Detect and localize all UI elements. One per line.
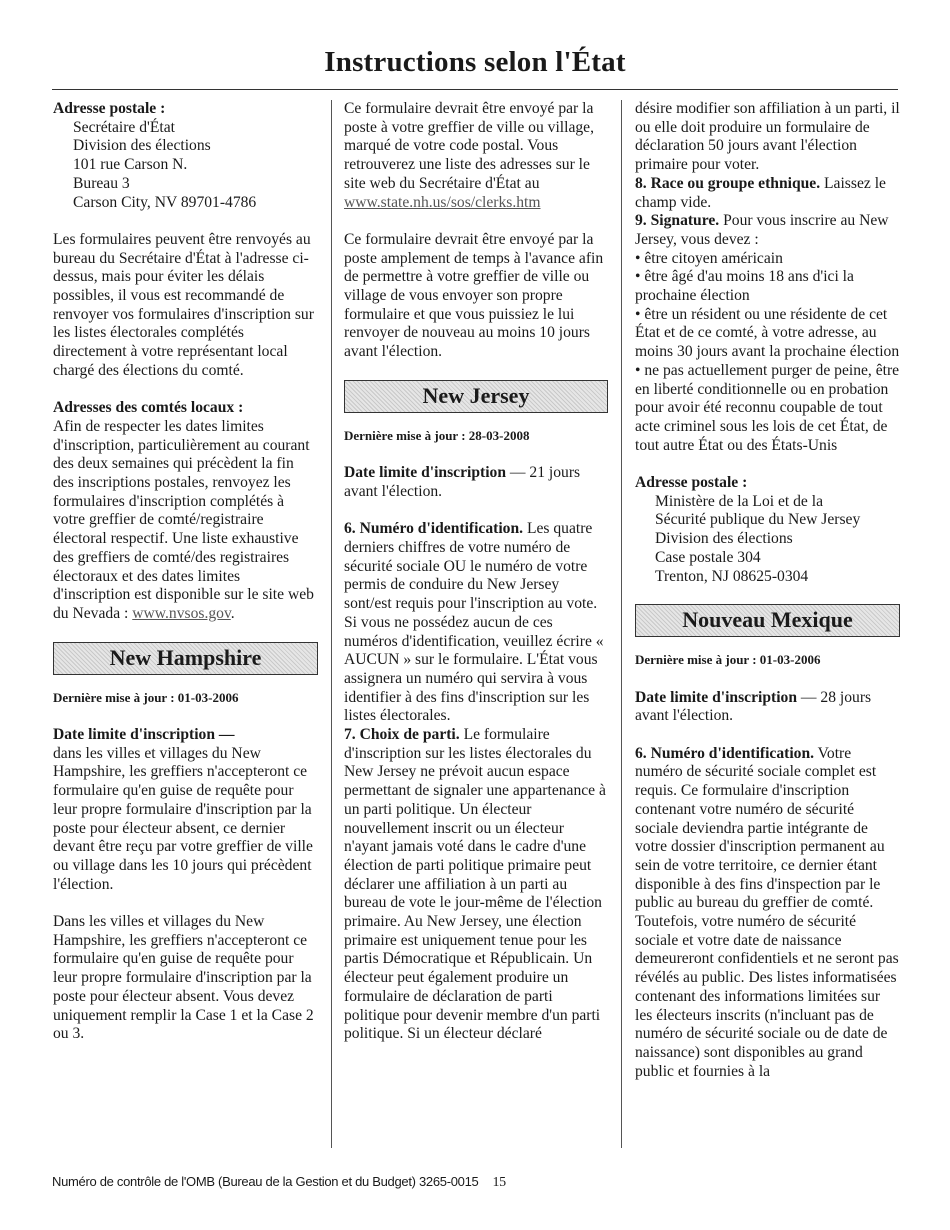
list-item: • être citoyen américain — [635, 249, 783, 267]
address-line: Trenton, NJ 08625-0304 — [655, 567, 809, 585]
address-line: Division des élections — [655, 530, 793, 548]
mail-address — [635, 493, 900, 587]
address-line: Ministère de la Loi et de la — [655, 492, 824, 510]
address-line: Secrétaire d'État — [73, 118, 175, 136]
list-item: • être âgé d'au moins 18 ans d'ici la prochaine élection — [635, 268, 854, 305]
address-line: Carson City, NV 89701-4786 — [73, 193, 257, 211]
page-title: Instructions selon l'État — [324, 46, 626, 78]
column-1 — [53, 100, 318, 1044]
paragraph: Afin de respecter les dates limites d'inscription, particulièrement au courant des deux semaines qui précèdent la fin des inscriptions postales, renvoyez les formulaires d'inscription complétés à votre greffier de comté/registraire électoral respectif. Une liste exhaustive des greffiers de comté/des registraires électoraux et des dates limites d'inscription est disponible sur le site web du Nevada : www.nvsos.gov. — [53, 417, 314, 622]
signature-paragraph: 9. Signature. Pour vous inscrire au New Jersey, vous devez : — [635, 212, 889, 248]
paragraph: Ce formulaire devrait être envoyé par la poste amplement de temps à l'avance afin de permettre à votre greffier de ville ou village de vous envoyer son propre formulaire et que vous puissiez le lui renvoyer de nouveau au moins 10 jours avant l'élection. — [344, 230, 604, 361]
list-item: • être un résident ou une résidente de cet État et de ce comté, à votre adresse, au moins 30 jours avant la prochaine élection — [635, 305, 900, 361]
column-2 — [344, 100, 608, 1044]
column-3 — [635, 100, 900, 1081]
state-heading-new-hampshire: New Hampshire — [53, 642, 318, 675]
title-rule — [52, 89, 898, 90]
state-heading-new-mexico: Nouveau Mexique — [635, 604, 900, 637]
column-divider — [621, 100, 622, 1148]
address-line: Division des élections — [73, 137, 211, 155]
race-paragraph: 8. Race ou groupe ethnique. Laissez le champ vide. — [635, 174, 886, 211]
column-divider — [331, 100, 332, 1148]
requirement-list — [635, 250, 900, 456]
paragraph: Dans les villes et villages du New Hampshire, les greffiers n'accepteront ce formulaire qu'en guise de requête pour leur propre formulaire d'inscription par la poste pour électeur absent. Vous devez uniquement remplir la Case 1 et la Case 2 ou 3. — [53, 913, 314, 1043]
id-paragraph: 6. Numéro d'identification. Votre numéro de sécurité sociale complet est requis. Ce formulaire d'inscription contenant votre numéro de sécurité sociale deviendra partie intégrante de votre dossier d'inscription permanent au sein de votre territoire, ce dernier étant disponible à des fins d'inspection par le public au bureau du greffier de comté. Toutefois, votre numéro de sécurité sociale et votre date de naissance demeureront confidentiels et ne seront pas révélés au public. Des listes informatisées contenant des informations limitées sur les électeurs inscrits (n'incluant pas de numéro de sécurité sociale ou de date de naissance) sont disponibles au grand public et fournies à la — [635, 744, 899, 1080]
address-line: Bureau 3 — [73, 174, 130, 192]
address-line: Case postale 304 — [655, 548, 761, 566]
deadline-paragraph: Date limite d'inscription — dans les villes et villages du New Hampshire, les greffiers n'accepteront ce formulaire qu'en guise de requête pour leur propre formulaire d'inscription par la poste pour électeur absent, ce dernier devant être reçu par votre greffier de ville ou village dans les 10 jours qui précèdent l'élection. — [53, 726, 313, 893]
mail-label: Adresse postale : — [53, 100, 166, 117]
deadline-paragraph: Date limite d'inscription — 28 jours avant l'élection. — [635, 688, 872, 725]
last-updated: Dernière mise à jour : 01-03-2006 — [53, 689, 239, 705]
nevada-link[interactable]: www.nvsos.gov — [132, 604, 231, 622]
list-item: • ne pas actuellement purger de peine, être en liberté conditionnelle ou en probation pour avoir été reconnu coupable de tout acte criminel sous les lois de cet État, de tout autre État ou des États-Unis — [635, 361, 900, 454]
county-label: Adresses des comtés locaux : — [53, 399, 244, 417]
omb-control-number: Numéro de contrôle de l'OMB (Bureau de la Gestion et du Budget) 3265-0015 — [52, 1174, 479, 1189]
mail-label: Adresse postale : — [635, 474, 748, 492]
paragraph: Les formulaires peuvent être renvoyés au bureau du Secrétaire d'État à l'adresse ci-dessus, mais pour éviter les délais possibles, il vous est recommandé de renvoyer vos formulaires d'inscription sur les listes électorales complétés directement à votre représentant local chargé des élections du comté. — [53, 230, 314, 379]
state-heading-new-jersey: New Jersey — [344, 380, 608, 413]
paragraph: désire modifier son affiliation à un parti, il ou elle doit produire un formulaire de déclaration 50 jours avant l'élection primaire pour voter. — [635, 100, 900, 174]
address-line: Sécurité publique du New Jersey — [655, 511, 861, 529]
id-paragraph: 6. Numéro d'identification. Les quatre derniers chiffres de votre numéro de sécurité sociale OU le numéro de votre permis de conduire du New Jersey sont/est requis pour l'inscription au vote. Si vous ne possédez aucun de ces numéros d'identification, veuillez écrire « AUCUN » sur le formulaire. L'État vous assignera un numéro qui servira à vous identifier à des fins d'inscription sur les listes électorales. — [344, 520, 604, 725]
mail-address — [53, 119, 318, 213]
address-line: 101 rue Carson N. — [73, 156, 188, 174]
paragraph: Ce formulaire devrait être envoyé par la poste à votre greffier de ville ou village, marqué de votre code postal. Vous retrouverez une liste des adresses sur le site web du Secrétaire d'État au www.state.nh.us/sos/clerks.htm — [344, 100, 594, 211]
deadline-paragraph: Date limite d'inscription — 21 jours avant l'élection. — [344, 464, 581, 500]
page-footer — [52, 1174, 506, 1191]
nh-clerks-link[interactable]: www.state.nh.us/sos/clerks.htm — [344, 193, 541, 211]
last-updated: Dernière mise à jour : 01-03-2006 — [635, 652, 821, 668]
last-updated: Dernière mise à jour : 28-03-2008 — [344, 427, 530, 443]
page-number: 15 — [492, 1175, 506, 1190]
party-paragraph: 7. Choix de parti. Le formulaire d'inscription sur les listes électorales du New Jersey ne prévoit aucun espace permettant de signaler une appartenance à un parti politique. Un électeur nouvellement inscrit ou un électeur n'ayant jamais voté dans le cadre d'une élection de parti politique primaire peut déclarer une affiliation à un parti au bureau de vote le jour-même de l'élection primaire. Au New Jersey, une élection primaire est uniquement tenue pour les partis Démocratique et Républicain. Un électeur peut également produire un formulaire de déclaration de parti politique pour devenir membre d'un parti politique. Si un électeur déclaré — [344, 726, 606, 1043]
